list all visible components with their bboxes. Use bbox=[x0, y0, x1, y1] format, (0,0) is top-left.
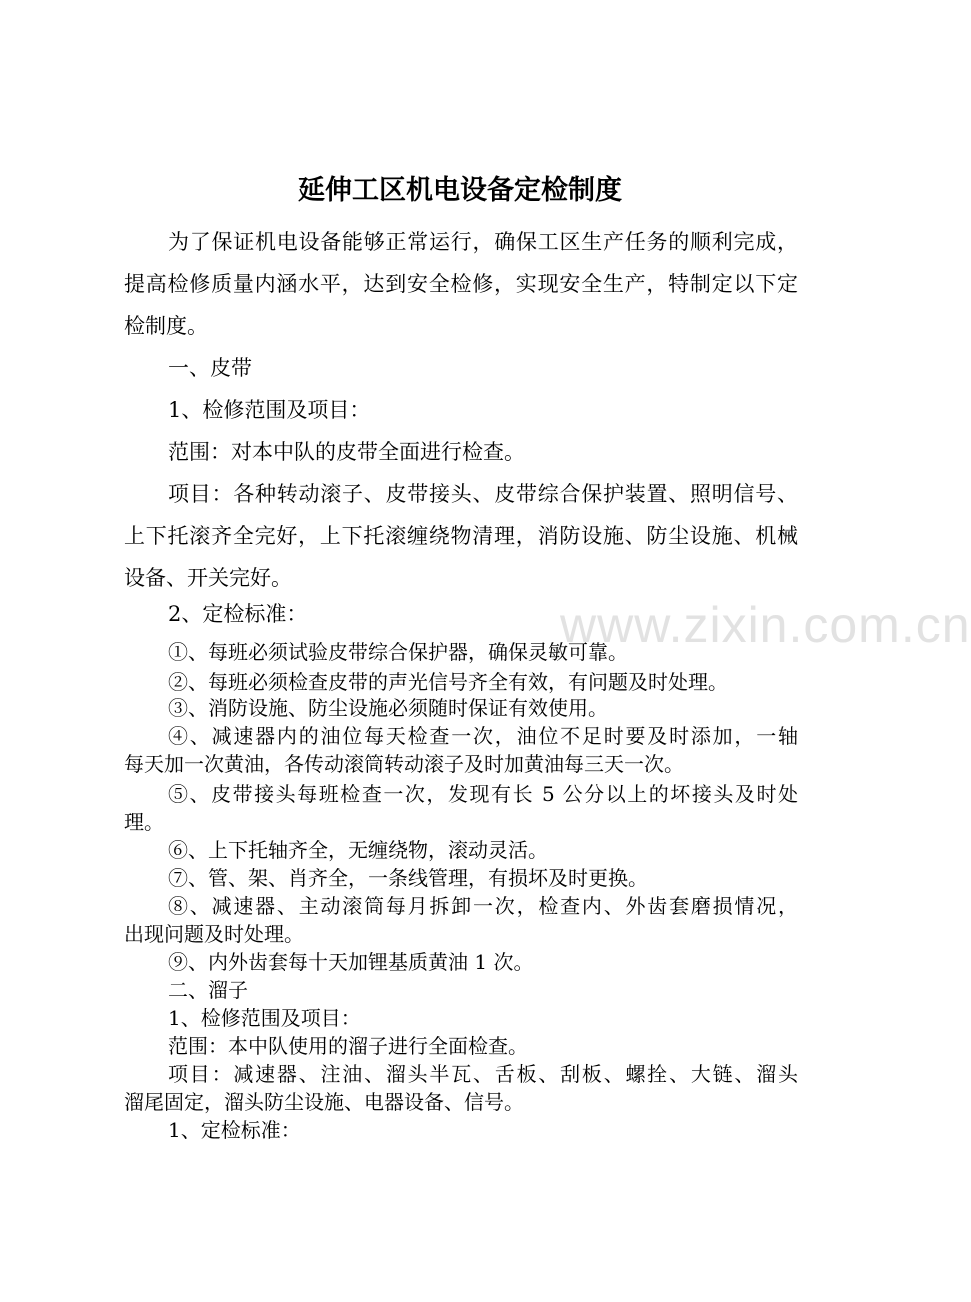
standard-item: ⑦、管、架、肖齐全，一条线管理，有损坏及时更换。 bbox=[168, 866, 648, 890]
subsection-heading: 1、检修范围及项目： bbox=[168, 1006, 361, 1030]
section-heading: 二、溜子 bbox=[168, 978, 248, 1002]
standard-item: ⑤、皮带接头每班检查一次，发现有长 5 公分以上的坏接头及时处 bbox=[168, 782, 798, 806]
items-line: 溜尾固定，溜头防尘设施、电器设备、信号。 bbox=[124, 1090, 524, 1114]
items-line: 项目：减速器、注油、溜头半瓦、舌板、刮板、螺拴、大链、溜头 bbox=[168, 1062, 798, 1086]
intro-line: 提高检修质量内涵水平，达到安全检修，实现安全生产，特制定以下定 bbox=[124, 272, 798, 296]
subsection-heading: 2、定检标准： bbox=[168, 602, 308, 626]
standard-item: ③、消防设施、防尘设施必须随时保证有效使用。 bbox=[168, 696, 608, 720]
standard-item: ②、每班必须检查皮带的声光信号齐全有效，有问题及时处理。 bbox=[168, 670, 728, 694]
standard-item: ⑧、减速器、主动滚筒每月拆卸一次，检查内、外齿套磨损情况， bbox=[168, 894, 798, 918]
subsection-heading: 1、检修范围及项目： bbox=[168, 398, 371, 422]
section-heading: 一、皮带 bbox=[168, 356, 252, 380]
standard-item: 每天加一次黄油，各传动滚筒转动滚子及时加黄油每三天一次。 bbox=[124, 752, 684, 776]
intro-line: 为了保证机电设备能够正常运行，确保工区生产任务的顺利完成， bbox=[168, 230, 798, 254]
standard-item: ①、每班必须试验皮带综合保护器，确保灵敏可靠。 bbox=[168, 640, 628, 664]
intro-line: 检制度。 bbox=[124, 314, 208, 338]
standard-item: 理。 bbox=[124, 810, 164, 834]
standard-item: 出现问题及时处理。 bbox=[124, 922, 304, 946]
standard-item: ④、减速器内的油位每天检查一次，油位不足时要及时添加，一轴 bbox=[168, 724, 798, 748]
document-title: 延伸工区机电设备定检制度 bbox=[298, 175, 622, 206]
items-line: 上下托滚齐全完好，上下托滚缠绕物清理，消防设施、防尘设施、机械 bbox=[124, 524, 798, 548]
items-line: 项目：各种转动滚子、皮带接头、皮带综合保护装置、照明信号、 bbox=[168, 482, 798, 506]
scope-text: 范围：本中队使用的溜子进行全面检查。 bbox=[168, 1034, 528, 1058]
standard-item: ⑥、上下托轴齐全，无缠绕物，滚动灵活。 bbox=[168, 838, 548, 862]
standard-item: ⑨、内外齿套每十天加锂基质黄油 1 次。 bbox=[168, 950, 534, 974]
items-line: 设备、开关完好。 bbox=[124, 566, 292, 590]
scope-text: 范围：对本中队的皮带全面进行检查。 bbox=[168, 440, 525, 464]
watermark: www.zixin.com.cn bbox=[560, 597, 971, 653]
subsection-heading: 1、定检标准： bbox=[168, 1118, 301, 1142]
